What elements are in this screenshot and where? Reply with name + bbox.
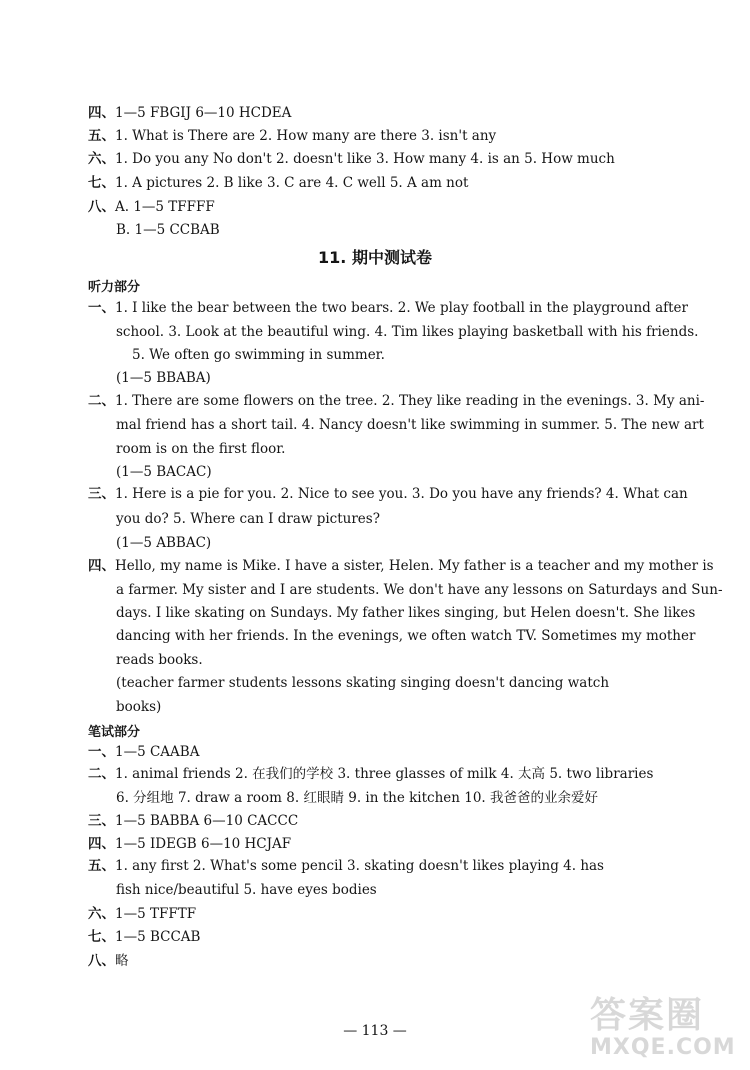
answer-line: 二、1. There are some flowers on the tree. 2. They like reading in the evenings. 3. My ani- [88,393,705,409]
answer-line: 六、1—5 TFFTF [88,906,197,922]
answer-line: 6. 分组地 7. draw a room 8. 红眼睛 9. in the kitchen 10. 我爸爸的业余爱好 [116,790,599,806]
page-number: — 113 — [343,1023,407,1039]
answer-line: 八、A. 1—5 TFFFF [88,199,215,215]
answer-line: 三、1. Here is a pie for you. 2. Nice to see you. 3. Do you have any friends? 4. What can [88,486,688,502]
answer-line: reads books. [116,652,203,668]
answer-line: 一、1—5 CAABA [88,744,200,760]
answer-line: 一、1. I like the bear between the two bears. 2. We play football in the playground after [88,300,688,316]
answer-line: 七、1. A pictures 2. B like 3. C are 4. C well 5. A am not [88,175,469,191]
answer-line: (1—5 BACAC) [116,464,212,480]
answer-line: mal friend has a short tail. 4. Nancy doesn't like swimming in summer. 5. The new art [116,417,704,433]
watermark-logo-text: 答案圈 [590,995,705,1036]
section-title: 11. 期中测试卷 [318,248,432,267]
answer-line: 5. We often go swimming in summer. [132,347,385,363]
answer-line: room is on the first floor. [116,441,286,457]
answer-line: B. 1—5 CCBAB [116,222,220,238]
answer-line: 八、略 [88,953,129,969]
listening-heading: 听力部分 [88,280,141,295]
answer-line: 六、1. Do you any No don't 2. doesn't like 3. How many 4. is an 5. How much [88,151,615,167]
answer-line: 四、1—5 IDEGB 6—10 HCJAF [88,836,292,852]
answer-line: school. 3. Look at the beautiful wing. 4. Tim likes playing basketball with his friends. [116,324,699,340]
answer-line: 三、1—5 BABBA 6—10 CACCC [88,813,299,829]
answer-line: 七、1—5 BCCAB [88,929,201,945]
answer-line: 五、1. What is There are 2. How many are there 3. isn't any [88,128,497,144]
answer-line: fish nice/beautiful 5. have eyes bodies [116,882,377,898]
answer-line: dancing with her friends. In the evenings, we often watch TV. Sometimes my mother [116,628,696,644]
answer-line: you do? 5. Where can I draw pictures? [116,511,380,527]
watermark-site-text: MXQE.COM [590,1035,736,1060]
answer-line: a farmer. My sister and I are students. We don't have any lessons on Saturdays and Sun- [116,582,723,598]
answer-line: 五、1. any first 2. What's some pencil 3. skating doesn't likes playing 4. has [88,858,604,874]
answer-line: (1—5 ABBAC) [116,535,212,551]
answer-line: books) [116,699,162,715]
answer-line: (teacher farmer students lessons skating singing doesn't dancing watch [116,675,610,691]
answer-line: 二、1. animal friends 2. 在我们的学校 3. three glasses of milk 4. 太高 5. two libraries [88,766,654,782]
answer-line: 四、Hello, my name is Mike. I have a sister, Helen. My father is a teacher and my mother is [88,558,714,574]
watermark-logo [590,996,740,1066]
answer-line: (1—5 BBABA) [116,370,211,386]
answer-line: days. I like skating on Sundays. My father likes singing, but Helen doesn't. She likes [116,605,696,621]
written-heading: 笔试部分 [88,725,141,740]
answer-line: 四、1—5 FBGIJ 6—10 HCDEA [88,105,292,121]
